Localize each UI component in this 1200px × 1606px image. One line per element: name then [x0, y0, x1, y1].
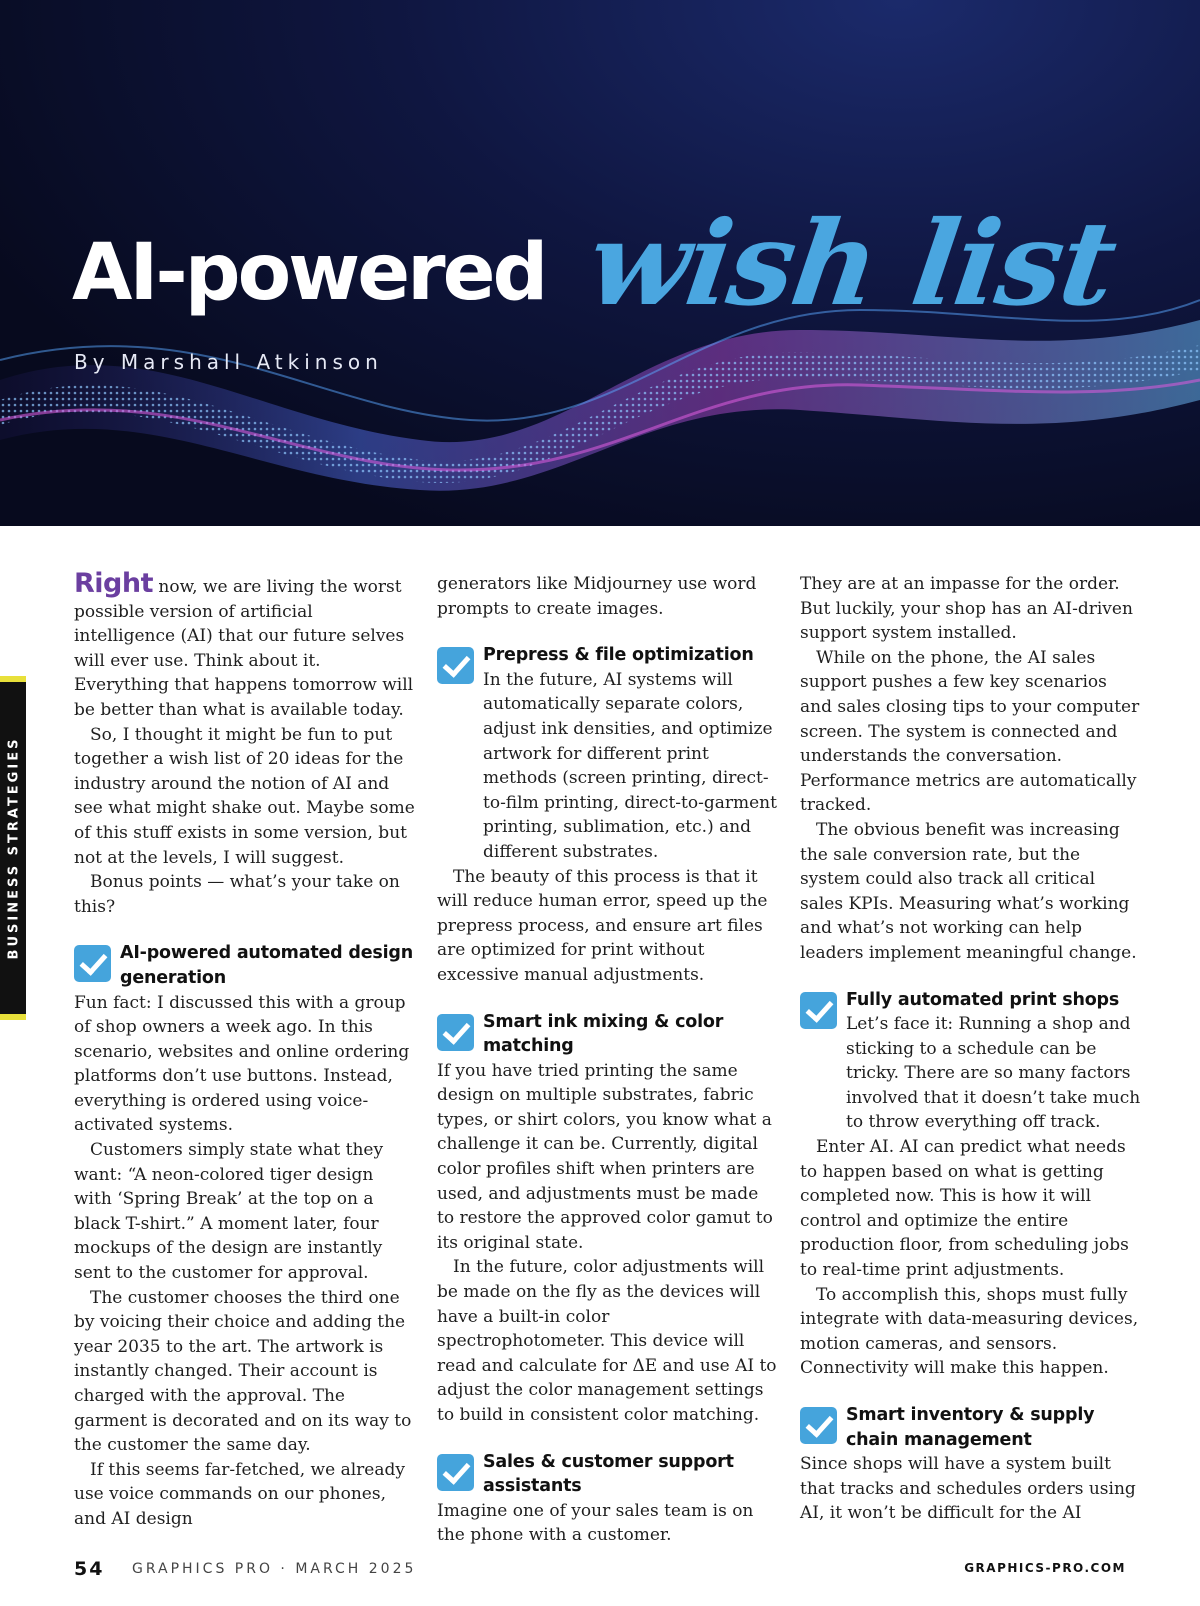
continued-paragraph: They are at an impasse for the order. But luckily, your shop has an AI-driven support system installed.	[800, 574, 1133, 644]
section-heading: Prepress & file optimization	[483, 645, 754, 666]
intro-paragraph: Right now, we are living the worst possible version of artificial intelligence (AI) that our future selves will ever use. Think about it. Everything that happens tomorrow will be better than what is available today.	[74, 568, 414, 720]
section-sales-support	[437, 1450, 779, 1548]
hero-banner	[0, 0, 1200, 526]
website-url: GRAPHICS-PRO.COM	[964, 1561, 1126, 1575]
section-ai-design	[74, 941, 416, 1531]
section-paragraph: If you have tried printing the same design on multiple substrates, fabric types, or shirt colors, you know what a challenge it can be. Currently, digital color profiles shift when printers are used, and adjustments must be made to restore the approved color gamut to its original state.	[437, 1060, 773, 1253]
checkbox-icon	[437, 1014, 474, 1051]
section-paragraph: Let’s face it: Running a shop and sticking to a schedule can be tricky. There are so many factors involved that it doesn’t take much to throw everything off track.	[846, 1014, 1141, 1133]
article-title-main: AI-powered	[72, 228, 546, 318]
page-number: 54	[74, 1558, 105, 1580]
checkbox-icon	[74, 945, 111, 982]
section-ink-mixing	[437, 1010, 779, 1428]
section-inventory	[800, 1403, 1142, 1526]
article-column-3	[800, 572, 1142, 1526]
section-heading: Smart ink mixing & color matching	[483, 1011, 724, 1057]
page-footer	[74, 1558, 1126, 1582]
article-title-script: wish list	[580, 196, 1123, 332]
section-paragraph: The customer chooses the third one by voicing their choice and adding the year 2035 to the art. The artwork is instantly changed. Their account is charged with the approval. The garment is decorated and on its way to the customer the same day.	[74, 1287, 412, 1456]
continued-paragraph: generators like Midjourney use word prompts to create images.	[437, 574, 757, 619]
section-heading: Smart inventory & supply chain management	[846, 1405, 1095, 1450]
continued-paragraph: The obvious benefit was increasing the sale conversion rate, but the system could also track all critical sales KPIs. Measuring what’s working and what’s not working can help leaders implement meaningful change.	[800, 819, 1137, 963]
section-paragraph: Fun fact: I discussed this with a group of shop owners a week ago. In this scenario, websites and online ordering platforms don’t use buttons. Instead, everything is ordered using voice-activated systems.	[74, 992, 410, 1136]
section-paragraph: If this seems far-fetched, we already use voice commands on our phones, and AI design	[74, 1459, 405, 1529]
intro-paragraph: Bonus points — what’s your take on this?	[74, 872, 400, 917]
section-heading: Fully automated print shops	[846, 989, 1120, 1010]
article-column-2	[437, 572, 779, 1548]
byline: By Marshall Atkinson	[74, 350, 383, 374]
section-paragraph: Since shops will have a system built that tracks and schedules orders using AI, it won’t be difficult for the AI	[800, 1454, 1136, 1524]
continued-paragraph: While on the phone, the AI sales support pushes a few key scenarios and sales closing tips to your computer screen. The system is connected and understands the conversation. Performance metrics are automatically tracked.	[800, 647, 1140, 816]
section-heading: Sales & customer support assistants	[483, 1451, 734, 1497]
checkbox-icon	[437, 647, 474, 684]
checkbox-icon	[800, 1407, 837, 1444]
dropcap-word: Right	[74, 568, 154, 599]
intro-paragraph: So, I thought it might be fun to put together a wish list of 20 ideas for the industry around the notion of AI and see what might shake out. Maybe some of this stuff exists in some version, but not at the levels, I will suggest.	[74, 724, 415, 868]
section-paragraph: Customers simply state what they want: “A neon-colored tiger design with ‘Spring Break’ at the top on a black T-shirt.” A moment later, four mockups of the design are instantly sent to the customer for approval.	[74, 1140, 384, 1284]
checkbox-icon	[800, 992, 837, 1029]
section-paragraph: Imagine one of your sales team is on the phone with a customer.	[437, 1500, 754, 1546]
section-prepress	[437, 643, 779, 987]
article-column-1	[74, 568, 416, 1532]
publication-line: GRAPHICS PRO · MARCH 2025	[132, 1561, 417, 1577]
section-paragraph: The beauty of this process is that it will reduce human error, speed up the prepress process, and ensure art files are optimized for print without excessive manual adjustments.	[437, 866, 768, 985]
section-paragraph: To accomplish this, shops must fully integrate with data-measuring devices, motion cameras, and sensors. Connectivity will make this happen.	[800, 1284, 1139, 1379]
section-paragraph: In the future, AI systems will automatically separate colors, adjust ink densities, and optimize artwork for different print methods (screen printing, direct-to-film printing, direct-to-garment printing, sublimation, etc.) and different substrates.	[483, 669, 777, 862]
section-paragraph: In the future, color adjustments will be made on the fly as the devices will have a built-in color spectrophotometer. This device will read and calculate for ΔE and use AI to adjust the color management settings to build in consistent color matching.	[437, 1257, 777, 1425]
section-side-tab-label: BUSINESS STRATEGIES	[6, 736, 22, 960]
checkbox-icon	[437, 1454, 474, 1491]
section-paragraph: Enter AI. AI can predict what needs to happen based on what is getting completed now. This is how it will control and optimize the entire production floor, from scheduling jobs to real-time print adjustments.	[800, 1137, 1129, 1281]
section-heading: AI-powered automated design generation	[120, 943, 413, 988]
section-automated-shops	[800, 988, 1142, 1382]
